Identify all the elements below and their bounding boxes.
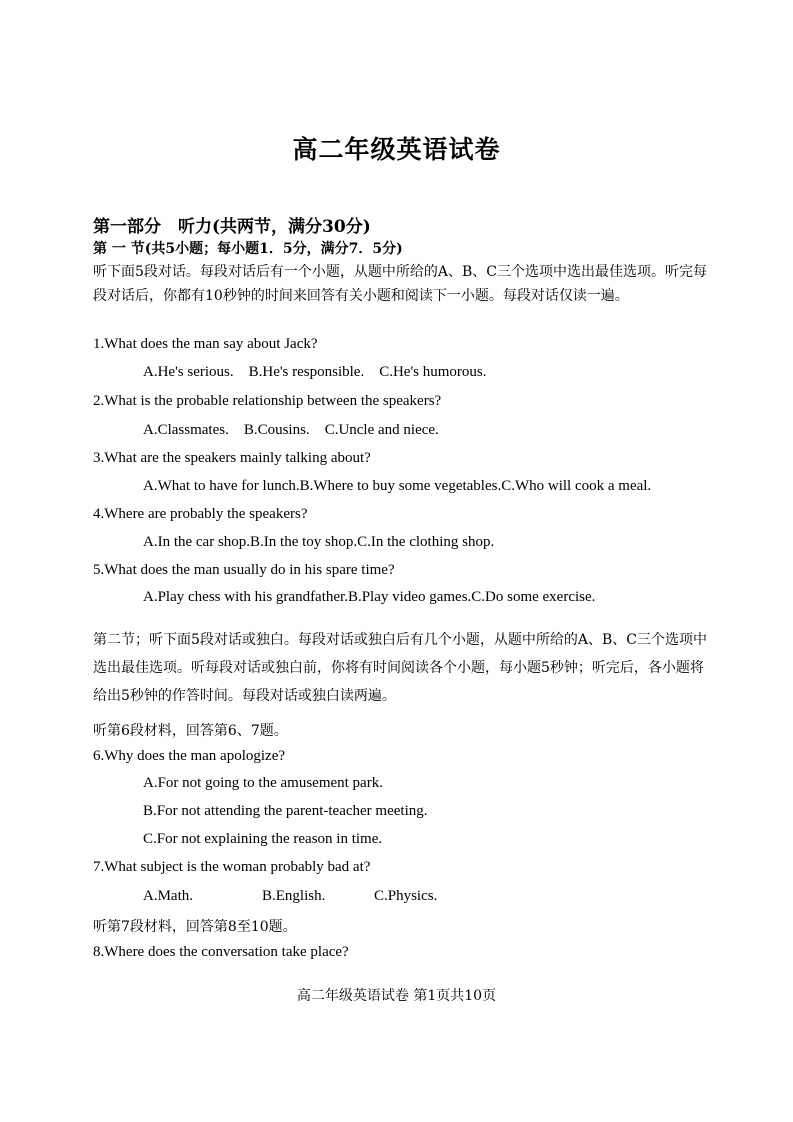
page-footer: 高二年级英语试卷 第1页共10页 [296, 988, 497, 1004]
option-b: B.Cousins. [243, 422, 310, 438]
question-4: 4.Where are probably the speakers? [93, 506, 308, 522]
section2-directions: 第二节；听下面5段对话或独白。每段对话或独白后有几个小题，从题中所给的A、B、C三个选项中选出最佳选项。听每段对话或独白前，你将有时间阅读各个小题，每小题5秒钟；听完后，各小题将给出5秒钟的作答时间。每段对话或独白读两遍。 [93, 632, 708, 704]
question-6-option-a: A.For not going to the amusement park. [143, 775, 383, 791]
section1-heading: 第 一 节(共5小题；每小题1．5分，满分7．5分) [93, 241, 403, 257]
question-5-options: A.Play chess with his grandfather.B.Play video games.C.Do some exercise. [143, 589, 596, 605]
material-6-instruction: 听第6段材料，回答第6、7题。 [93, 723, 288, 739]
question-8: 8.Where does the conversation take place? [93, 944, 349, 960]
question-7: 7.What subject is the woman probably bad at? [93, 859, 371, 875]
part1-heading: 第一部分 听力(共两节，满分30分) [93, 217, 371, 237]
question-1: 1.What does the man say about Jack? [93, 336, 318, 352]
question-4-options: A.In the car shop.B.In the toy shop.C.In the clothing shop. [143, 534, 495, 550]
question-3-options: A.What to have for lunch.B.Where to buy some vegetables.C.Who will cook a meal. [143, 478, 652, 494]
question-2-options [143, 422, 439, 439]
question-6-option-c: C.For not explaining the reason in time. [143, 831, 383, 847]
option-a: A.He's serious. [143, 364, 234, 380]
option-b: B.He's responsible. [248, 364, 365, 380]
question-3: 3.What are the speakers mainly talking about? [93, 450, 371, 466]
option-c: C.He's humorous. [379, 364, 487, 380]
material-7-instruction: 听第7段材料，回答第8至10题。 [93, 919, 297, 935]
question-6: 6.Why does the man apologize? [93, 748, 286, 764]
section1-directions: 听下面5段对话。每段对话后有一个小题，从题中所给的A、B、C三个选项中选出最佳选项。听完每段对话后，你都有10秒钟的时间来回答有关小题和阅读下一小题。每段对话仅读一遍。 [93, 264, 708, 304]
exam-title: 高二年级英语试卷 [292, 135, 501, 164]
option-a: A.Classmates. [143, 422, 229, 438]
question-5: 5.What does the man usually do in his spare time? [93, 562, 395, 578]
option-c: C.Uncle and niece. [324, 422, 439, 438]
question-6-option-b: B.For not attending the parent-teacher meeting. [143, 803, 428, 819]
question-2: 2.What is the probable relationship between the speakers? [93, 393, 442, 409]
question-7-option-a: A.Math. [143, 888, 193, 904]
question-7-option-c: C.Physics. [374, 888, 438, 904]
question-1-options [143, 364, 487, 381]
question-7-option-b: B.English. [262, 888, 326, 904]
